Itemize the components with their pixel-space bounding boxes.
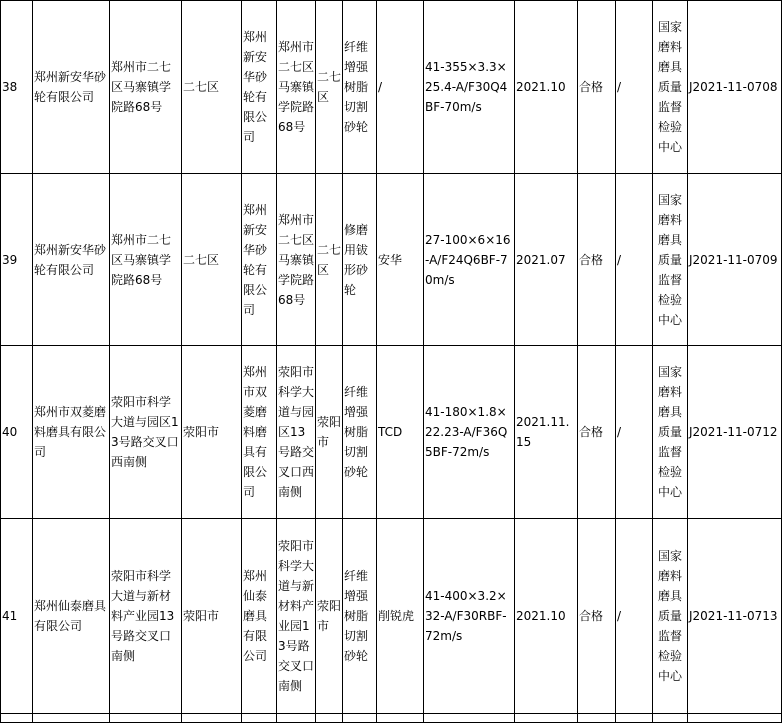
table-row bbox=[1, 346, 782, 519]
producer-name: 郑州新安华砂轮有限公司 bbox=[242, 1, 277, 174]
table-row-partial bbox=[1, 714, 782, 723]
table-row bbox=[1, 174, 782, 346]
inspection-result: 合格 bbox=[578, 174, 616, 346]
enterprise-address: 荥阳市科学大道与新材料产业园13号路交叉口南侧 bbox=[110, 519, 182, 714]
production-date: 2021.11.15 bbox=[515, 346, 578, 519]
row-number: 39 bbox=[1, 174, 33, 346]
specification: 41-355×3.3×25.4-A/F30Q4BF-70m/s bbox=[424, 1, 515, 174]
inspection-agency: 国家磨料磨具质量监督检验中心 bbox=[653, 519, 688, 714]
producer-address: 荥阳市科学大道与园区13号路交叉口西南侧 bbox=[277, 346, 316, 519]
report-number: J2021-11-0709 bbox=[688, 174, 782, 346]
production-date: 2021.07 bbox=[515, 174, 578, 346]
row-number: 41 bbox=[1, 519, 33, 714]
district: 二七区 bbox=[182, 1, 242, 174]
specification: 27-100×6×16-A/F24Q6BF-70m/s bbox=[424, 174, 515, 346]
enterprise-name: 郑州新安华砂轮有限公司 bbox=[33, 1, 110, 174]
row-number: 38 bbox=[1, 1, 33, 174]
producer-address: 郑州市二七区马寨镇学院路68号 bbox=[277, 1, 316, 174]
producer-district: 二七区 bbox=[316, 174, 343, 346]
brand: / bbox=[377, 1, 424, 174]
enterprise-address: 荥阳市科学大道与园区13号路交叉口西南侧 bbox=[110, 346, 182, 519]
remark: / bbox=[616, 174, 653, 346]
production-date: 2021.10 bbox=[515, 1, 578, 174]
enterprise-address: 郑州市二七区马寨镇学院路68号 bbox=[110, 174, 182, 346]
producer-name: 郑州市双菱磨料磨具有限公司 bbox=[242, 346, 277, 519]
inspection-result: 合格 bbox=[578, 519, 616, 714]
producer-name: 郑州新安华砂轮有限公司 bbox=[242, 174, 277, 346]
enterprise-address: 郑州市二七区马寨镇学院路68号 bbox=[110, 1, 182, 174]
district: 二七区 bbox=[182, 174, 242, 346]
inspection-result: 合格 bbox=[578, 1, 616, 174]
enterprise-name: 郑州市双菱磨料磨具有限公司 bbox=[33, 346, 110, 519]
inspection-result: 合格 bbox=[578, 346, 616, 519]
district: 荥阳市 bbox=[182, 346, 242, 519]
district: 荥阳市 bbox=[182, 519, 242, 714]
producer-address: 郑州市二七区马寨镇学院路68号 bbox=[277, 174, 316, 346]
brand: TCD bbox=[377, 346, 424, 519]
producer-district: 荥阳市 bbox=[316, 346, 343, 519]
inspection-agency: 国家磨料磨具质量监督检验中心 bbox=[653, 174, 688, 346]
table-row bbox=[1, 519, 782, 714]
specification: 41-180×1.8×22.23-A/F36Q5BF-72m/s bbox=[424, 346, 515, 519]
enterprise-name: 郑州新安华砂轮有限公司 bbox=[33, 174, 110, 346]
remark: / bbox=[616, 1, 653, 174]
product-name: 纤维增强树脂切割砂轮 bbox=[343, 519, 377, 714]
product-name: 纤维增强树脂切割砂轮 bbox=[343, 1, 377, 174]
specification: 41-400×3.2×32-A/F30RBF-72m/s bbox=[424, 519, 515, 714]
production-date: 2021.10 bbox=[515, 519, 578, 714]
producer-address: 荥阳市科学大道与新材料产业园13号路交叉口南侧 bbox=[277, 519, 316, 714]
producer-district: 荥阳市 bbox=[316, 519, 343, 714]
inspection-agency: 国家磨料磨具质量监督检验中心 bbox=[653, 1, 688, 174]
remark: / bbox=[616, 519, 653, 714]
enterprise-name: 郑州仙泰磨具有限公司 bbox=[33, 519, 110, 714]
report-number: J2021-11-0713 bbox=[688, 519, 782, 714]
producer-district: 二七区 bbox=[316, 1, 343, 174]
table-row bbox=[1, 1, 782, 174]
product-name: 纤维增强树脂切割砂轮 bbox=[343, 346, 377, 519]
row-number: 40 bbox=[1, 346, 33, 519]
product-name: 修磨用钹形砂轮 bbox=[343, 174, 377, 346]
brand: 安华 bbox=[377, 174, 424, 346]
report-number: J2021-11-0708 bbox=[688, 1, 782, 174]
remark: / bbox=[616, 346, 653, 519]
report-number: J2021-11-0712 bbox=[688, 346, 782, 519]
brand: 削锐虎 bbox=[377, 519, 424, 714]
producer-name: 郑州仙泰磨具有限公司 bbox=[242, 519, 277, 714]
inspection-agency: 国家磨料磨具质量监督检验中心 bbox=[653, 346, 688, 519]
